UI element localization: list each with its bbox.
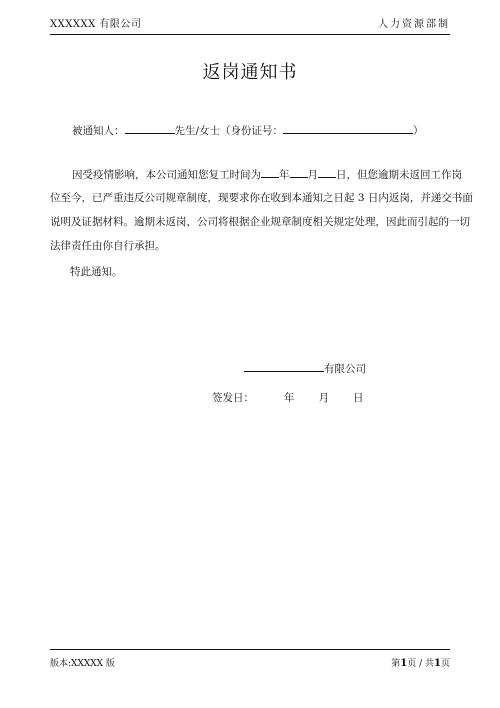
body-line-2: 位至今，已严重违反公司规章制度，现要求你在收到本通知之日起 3 日内返岗，并递交书面 bbox=[50, 192, 473, 204]
month-label: 月 bbox=[307, 169, 318, 181]
page-suffix: 页 bbox=[440, 659, 450, 669]
footer-version: 版本:XXXXX 版 bbox=[50, 659, 115, 669]
day-blank bbox=[318, 166, 336, 178]
name-blank bbox=[125, 122, 175, 134]
closing-text: 特此通知。 bbox=[70, 266, 123, 278]
page-prefix: 第 bbox=[391, 659, 401, 669]
month-blank bbox=[290, 166, 308, 178]
body-text: 日，但您逾期未返回工作岗 bbox=[336, 169, 462, 181]
date-year: 年 bbox=[284, 392, 295, 404]
body-line-1 bbox=[72, 166, 462, 182]
body-line-3: 说明及证据材料。逾期未返岗，公司将根据企业规章制度相关规定处理，因此而引起的一切 bbox=[50, 216, 470, 228]
date-label: 签发日： bbox=[212, 392, 254, 404]
recipient-line bbox=[72, 122, 424, 138]
year-label: 年 bbox=[279, 169, 290, 181]
year-blank bbox=[261, 166, 279, 178]
footer-page-number bbox=[391, 656, 450, 669]
document-title: 返岗通知书 bbox=[202, 62, 298, 83]
signature-company bbox=[244, 360, 366, 376]
page-current: 1 bbox=[400, 658, 408, 669]
body-text: 因受疫情影响，本公司通知您复工时间为 bbox=[72, 169, 261, 181]
company-suffix: 有限公司 bbox=[324, 363, 366, 375]
header-company: XXXXXX 有限公司 bbox=[50, 19, 142, 30]
body-line-4: 法律责任由你自行承担。 bbox=[50, 240, 166, 252]
page-header bbox=[50, 17, 450, 33]
page-total: 1 bbox=[434, 658, 441, 669]
id-number-blank bbox=[283, 122, 413, 134]
header-department: 人力资源部制 bbox=[378, 19, 450, 30]
signature-date bbox=[212, 390, 364, 405]
date-month: 月 bbox=[318, 392, 329, 404]
date-day: 日 bbox=[353, 392, 364, 404]
page-middle: 页 / 共 bbox=[407, 659, 435, 669]
header-rule bbox=[50, 34, 450, 35]
recipient-label: 被通知人： bbox=[72, 125, 125, 137]
recipient-close: ） bbox=[413, 125, 424, 137]
recipient-salutation: 先生/女士（身份证号： bbox=[174, 125, 284, 137]
footer-rule bbox=[50, 649, 450, 650]
company-name-blank bbox=[244, 360, 324, 372]
